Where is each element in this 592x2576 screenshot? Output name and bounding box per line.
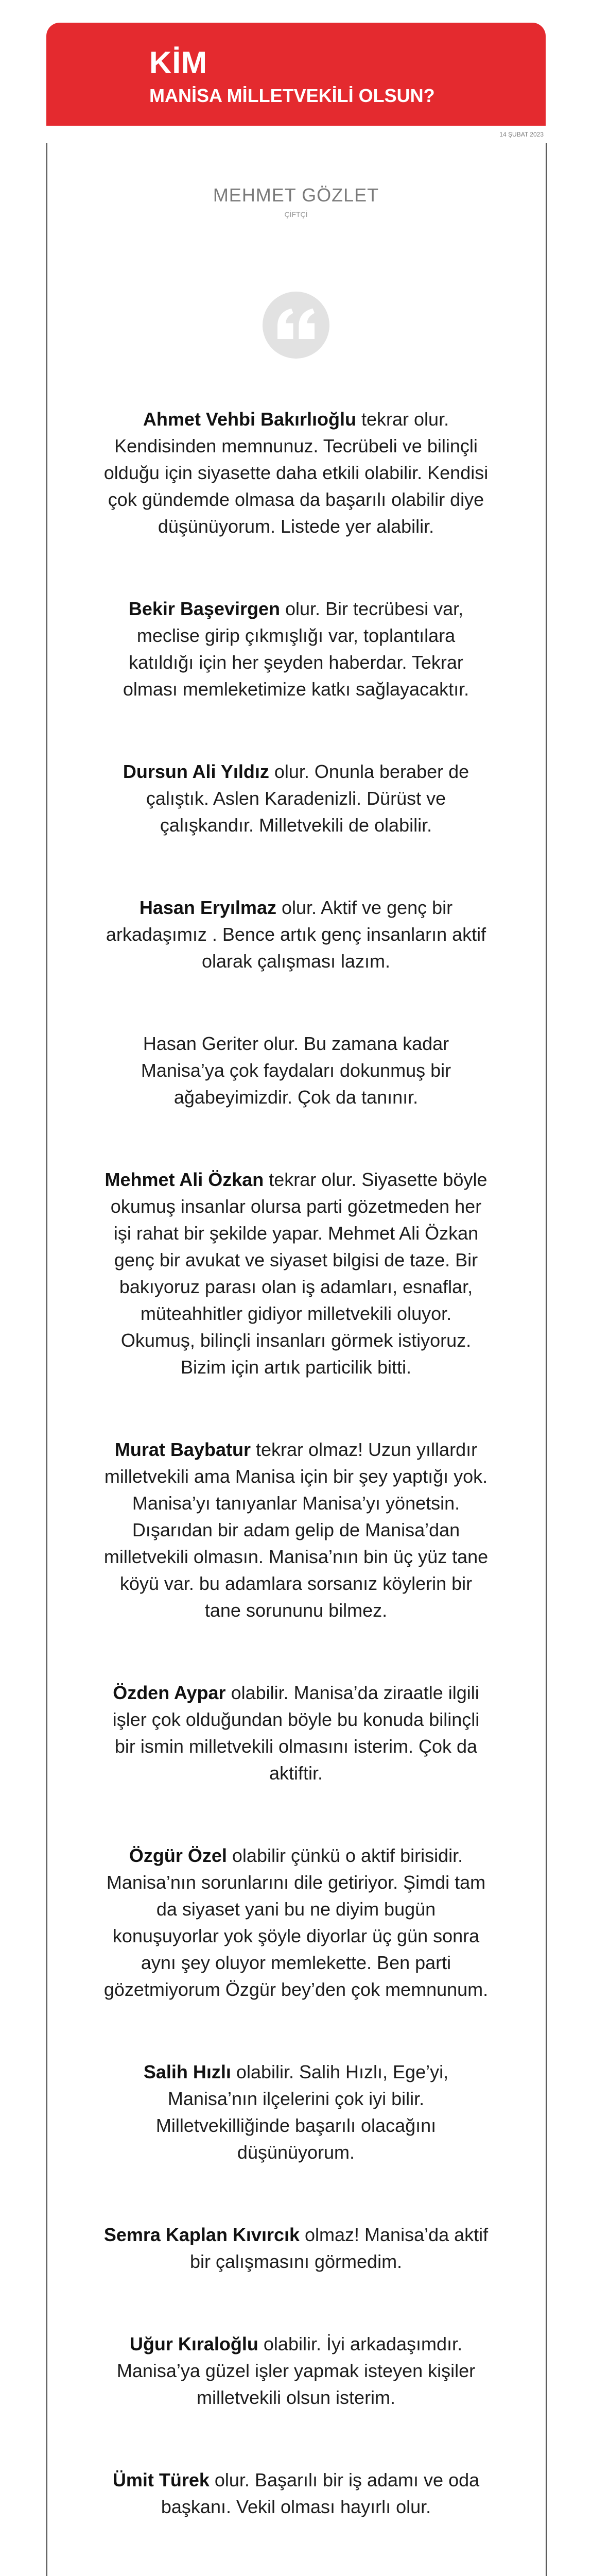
opinion-text: olur. Aktif ve genç bir arkadaşımız . Bence artık genç insanların aktif olarak çalışması lazım.	[106, 897, 486, 972]
person-name: Bekir Başevirgen	[128, 598, 280, 619]
opinion-text: olabilir. Salih Hızlı, Ege’yi, Manisa’nın ilçelerini çok iyi bilir. Milletvekilliğinde başarılı olacağını düşünüyorum.	[155, 2061, 449, 2163]
opinion-entry	[103, 894, 489, 975]
person-name: Ahmet Vehbi Bakırlıoğlu	[143, 409, 356, 430]
person-name: Özgür Özel	[129, 1845, 227, 1866]
opinion-entry	[103, 1166, 489, 1381]
opinion-entry	[103, 2467, 489, 2520]
opinion-entry	[103, 1030, 489, 1111]
person-name: Murat Baybatur	[114, 1439, 251, 1460]
opinion-entry	[103, 1842, 489, 2003]
opinion-entry	[103, 1436, 489, 1624]
person-name: Salih Hızlı	[143, 2061, 231, 2082]
headline-title: KİM	[149, 45, 207, 80]
opinion-text: olabilir. Manisa’da ziraatle ilgili işler çok olduğundan böyle bu konuda bilinçli bir ismin milletvekili olmasını isterim. Çok da aktiftir.	[112, 1682, 480, 1784]
publish-date: 14 ŞUBAT 2023	[499, 131, 544, 138]
opinion-entry	[103, 2222, 489, 2275]
opinion-entry	[103, 2059, 489, 2166]
author-block	[46, 184, 546, 218]
opinion-text: Hasan Geriter olur. Bu zamana kadar Manisa’ya çok faydaları dokunmuş bir ağabeyimizdir. Çok da tanınır.	[141, 1033, 451, 1108]
person-name: Ümit Türek	[112, 2469, 210, 2490]
opinion-entry	[103, 596, 489, 703]
opinion-text: olur. Bir tecrübesi var, meclise girip çıkmışlığı var, toplantılara katıldığı için her şeyden haberdar. Tekrar olması memleketimize katkı sağlayacaktır.	[123, 598, 469, 700]
person-name: Semra Kaplan Kıvırcık	[103, 2224, 300, 2245]
opinion-text: tekrar olmaz! Uzun yıllardır milletvekili ama Manisa için bir şey yaptığı yok. Manisa’yı tanıyanlar Manisa’yı yönetsin. Dışarıdan bir adam gelip de Manisa’dan milletvekili olmasın. Manisa’nın bin üç yüz tane köyü var. bu adamlara sorsanız köylerin bir tane sorununu bilmez.	[103, 1439, 489, 1621]
quote-open-icon	[263, 292, 329, 359]
person-name: Uğur Kıraloğlu	[129, 2333, 258, 2354]
opinion-text: olur. Onunla beraber de çalıştık. Aslen Karadenizli. Dürüst ve çalışkandır. Milletvekili de olabilir.	[146, 761, 469, 836]
headline-subtitle: MANİSA MİLLETVEKİLİ OLSUN?	[149, 85, 435, 106]
opinion-text: tekrar olur. Siyasette böyle okumuş insanlar olursa parti gözetmeden her işi rahat bir şekilde yapar. Mehmet Ali Özkan genç bir avukat ve siyaset bilgisi de taze. Bir bakıyoruz parası olan iş adamları, esnaflar, müteahhitler gidiyor milletvekili oluyor. Okumuş, bilinçli insanları görmek istiyoruz. Bizim için artık particilik bitti.	[110, 1169, 487, 1378]
opinion-text: olabilir. İyi arkadaşımdır. Manisa’ya güzel işler yapmak isteyen kişiler milletvekili olsun isterim.	[116, 2333, 476, 2408]
opinion-text: tekrar olur. Kendisinden memnunuz. Tecrübeli ve bilinçli olduğu için siyasette daha etkili olabilir. Kendisi çok gündemde olmasa da başarılı olabilir diye düşünüyorum. Listede yer alabilir.	[103, 409, 489, 537]
author-name: MEHMET GÖZLET	[213, 184, 379, 206]
person-name: Hasan Eryılmaz	[139, 897, 276, 918]
opinion-text: olur. Başarılı bir iş adamı ve oda başkanı. Vekil olması hayırlı olur.	[161, 2469, 480, 2517]
opinion-entry	[103, 2331, 489, 2411]
opinion-text: olmaz! Manisa’da aktif bir çalışmasını görmedim.	[189, 2224, 489, 2272]
author-occupation: ÇİFTÇİ	[284, 210, 308, 218]
opinion-entry	[103, 1680, 489, 1787]
opinion-entry	[103, 406, 489, 540]
person-name: Özden Aypar	[113, 1682, 226, 1703]
opinion-text: olabilir çünkü o aktif birisidir. Manisa’nın sorunlarını dile getiriyor. Şimdi tam da siyaset yani bu ne diyim bugün konuşuyorlar yok şöyle diyorlar üç gün sonra aynı şey oluyor memlekette. Ben parti gözetmiyorum Özgür bey’den çok memnunum.	[103, 1845, 489, 2000]
entries-list	[103, 387, 489, 2576]
opinion-entry	[103, 758, 489, 839]
header-banner	[46, 23, 546, 126]
person-name: Dursun Ali Yıldız	[123, 761, 269, 782]
person-name: Mehmet Ali Özkan	[105, 1169, 264, 1190]
